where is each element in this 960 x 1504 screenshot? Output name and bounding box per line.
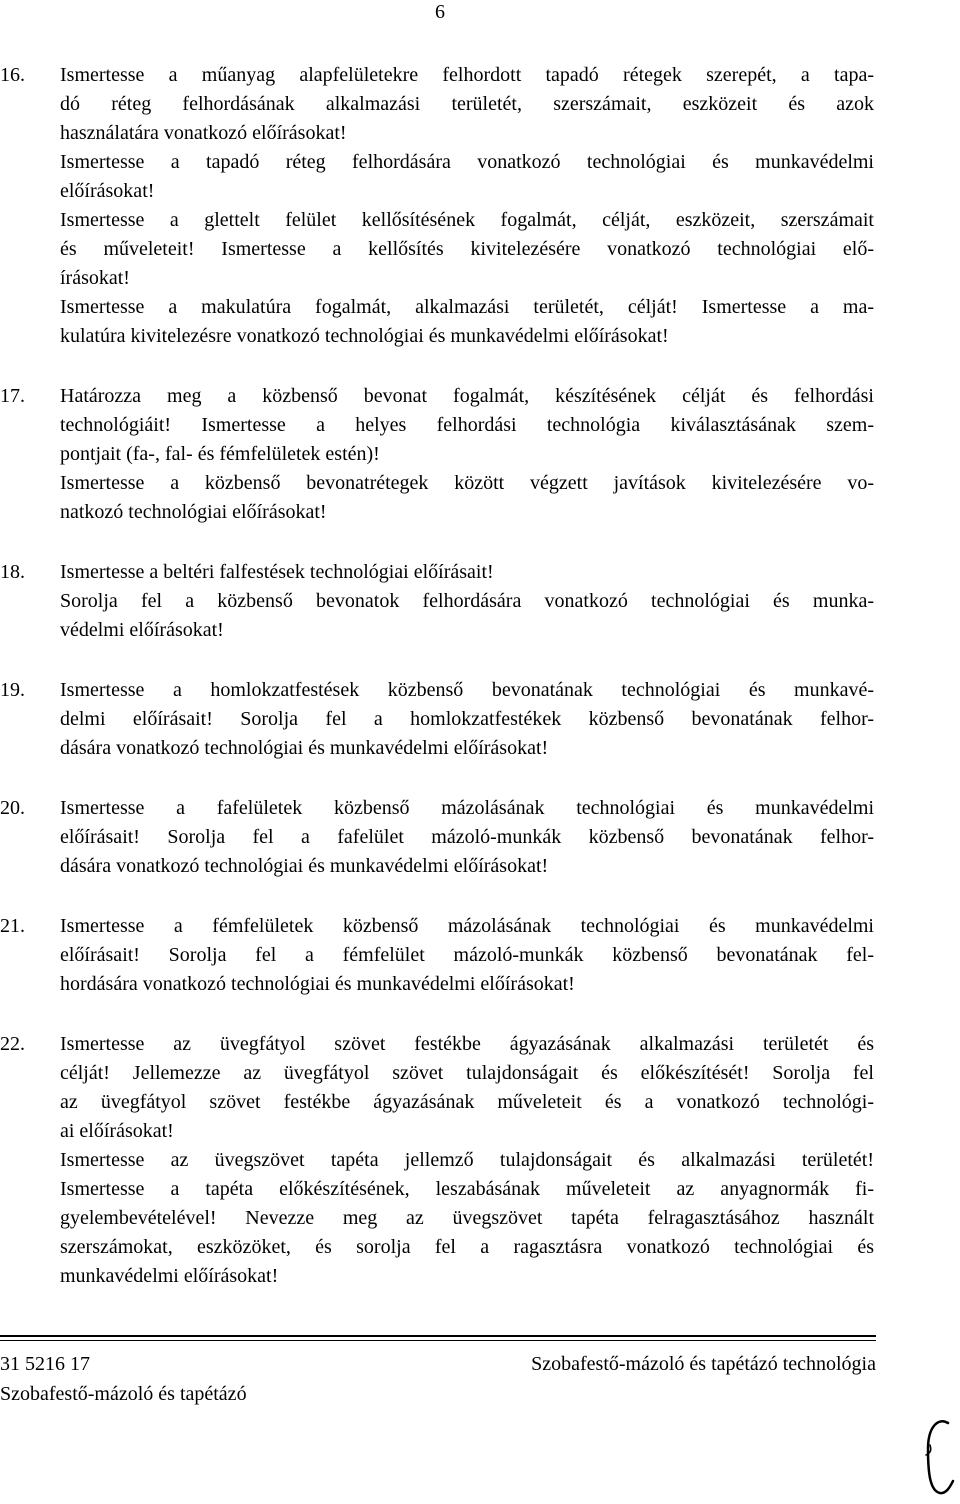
text-line: írásokat! [60,267,130,289]
text-line: Ismertesse az üvegfátyol szövet festékbe ágyazásának alkalmazási területét és [60,1033,874,1055]
text-line: Ismertesse a műanyag alapfelületekre felhordott tapadó rétegek szerepét, a tapa- [60,64,874,86]
text-line: Ismertesse a fafelületek közbenső mázolásának technológiai és munkavédelmi [60,797,874,819]
text-line: ai előírásokat! [60,1120,174,1142]
text-line: Ismertesse a beltéri falfestések technológiai előírásait! [60,561,494,583]
footer-divider [0,1335,876,1337]
text-line: dására vonatkozó technológiai és munkavédelmi előírásokat! [60,737,549,759]
question-body [60,676,874,763]
text-line: dására vonatkozó technológiai és munkavédelmi előírásokat! [60,855,549,877]
question-number: 22. [0,1033,25,1055]
question-item [0,61,960,351]
question-number: 21. [0,915,25,937]
question-body [60,61,874,351]
text-line: Határozza meg a közbenső bevonat fogalmát, készítésének célját és felhordási [60,385,874,407]
question-item [0,1030,960,1291]
question-paragraph [60,1146,874,1291]
text-line: célját! Jellemezze az üvegfátyol szövet tulajdonságait és előkészítését! Sorolja fel [60,1062,874,1084]
footer-code: 31 5216 17 [0,1353,90,1375]
text-line: és műveleteit! Ismertesse a kellősítés kivitelezésére vonatkozó technológiai elő- [60,238,874,260]
footer-qualification: Szobafestő-mázoló és tapétázó [0,1383,247,1405]
text-line: kulatúra kivitelezésre vonatkozó technológiai és munkavédelmi előírásokat! [60,325,669,347]
question-body [60,1030,874,1291]
text-line: Sorolja fel a közbenső bevonatok felhordására vonatkozó technológiai és munka- [60,590,874,612]
page-footer [0,1349,876,1409]
question-paragraph [60,148,874,206]
question-paragraph [60,912,874,999]
text-line: Ismertesse a homlokzatfestések közbenső bevonatának technológiai és munkavé- [60,679,874,701]
text-line: natkozó technológiai előírásokat! [60,501,327,523]
question-item [0,676,960,763]
question-number: 17. [0,385,25,407]
text-line: gyelembevételével! Nevezze meg az üvegszövet tapéta felragasztásához használt [60,1207,874,1229]
question-paragraph [60,293,874,351]
question-paragraph [60,206,874,293]
text-line: Ismertesse a tapéta előkészítésének, leszabásának műveleteit az anyagnormák fi- [60,1178,874,1200]
page-number: 6 [435,1,445,23]
question-list [0,61,960,1322]
question-body [60,558,874,645]
question-paragraph [60,469,874,527]
question-item [0,558,960,645]
text-line: Ismertesse a fémfelületek közbenső mázolásának technológiai és munkavédelmi [60,915,874,937]
question-paragraph [60,382,874,469]
question-body [60,912,874,999]
handwritten-stroke-icon [920,1415,956,1499]
text-line: Ismertesse a tapadó réteg felhordására vonatkozó technológiai és munkavédelmi [60,151,874,173]
text-line: előírásokat! [60,180,155,202]
text-line: szerszámokat, eszközöket, és sorolja fel a ragasztásra vonatkozó technológiai és [60,1236,874,1258]
footer-subject: Szobafestő-mázoló és tapétázó technológia [531,1353,876,1375]
text-line: technológiáit! Ismertesse a helyes felhordási technológia kiválasztásának szem- [60,414,874,436]
text-line: Ismertesse a közbenső bevonatrétegek között végzett javítások kivitelezésére vo- [60,472,874,494]
question-number: 20. [0,797,25,819]
question-body [60,794,874,881]
text-line: Ismertesse a makulatúra fogalmát, alkalmazási területét, célját! Ismertesse a ma- [60,296,874,318]
question-paragraph [60,61,874,148]
footer-divider-thin [0,1340,876,1341]
question-paragraph [60,1030,874,1146]
question-item [0,912,960,999]
question-item [0,794,960,881]
question-body [60,382,874,527]
question-paragraph [60,794,874,881]
question-paragraph [60,558,874,587]
text-line: Ismertesse a glettelt felület kellősítésének fogalmát, célját, eszközeit, szerszámait [60,209,874,231]
text-line: Ismertesse az üvegszövet tapéta jellemző tulajdonságait és alkalmazási területét! [60,1149,874,1171]
text-line: pontjait (fa-, fal- és fémfelületek estén)! [60,443,380,465]
question-paragraph [60,676,874,763]
question-number: 18. [0,561,25,583]
question-number: 16. [0,64,25,86]
handwritten-mark [920,1415,956,1504]
text-line: használatára vonatkozó előírásokat! [60,122,347,144]
question-item [0,382,960,527]
text-line: delmi előírásait! Sorolja fel a homlokzatfestékek közbenső bevonatának felhor- [60,708,874,730]
text-line: dó réteg felhordásának alkalmazási területét, szerszámait, eszközeit és azok [60,93,874,115]
text-line: munkavédelmi előírásokat! [60,1265,279,1287]
question-paragraph [60,587,874,645]
text-line: az üvegfátyol szövet festékbe ágyazásának műveleteit és a vonatkozó technológi- [60,1091,874,1113]
text-line: védelmi előírásokat! [60,619,224,641]
text-line: hordására vonatkozó technológiai és munkavédelmi előírásokat! [60,973,575,995]
text-line: előírásait! Sorolja fel a fémfelület mázoló-munkák közbenső bevonatának fel- [60,944,874,966]
question-number: 19. [0,679,25,701]
text-line: előírásait! Sorolja fel a fafelület mázoló-munkák közbenső bevonatának felhor- [60,826,874,848]
